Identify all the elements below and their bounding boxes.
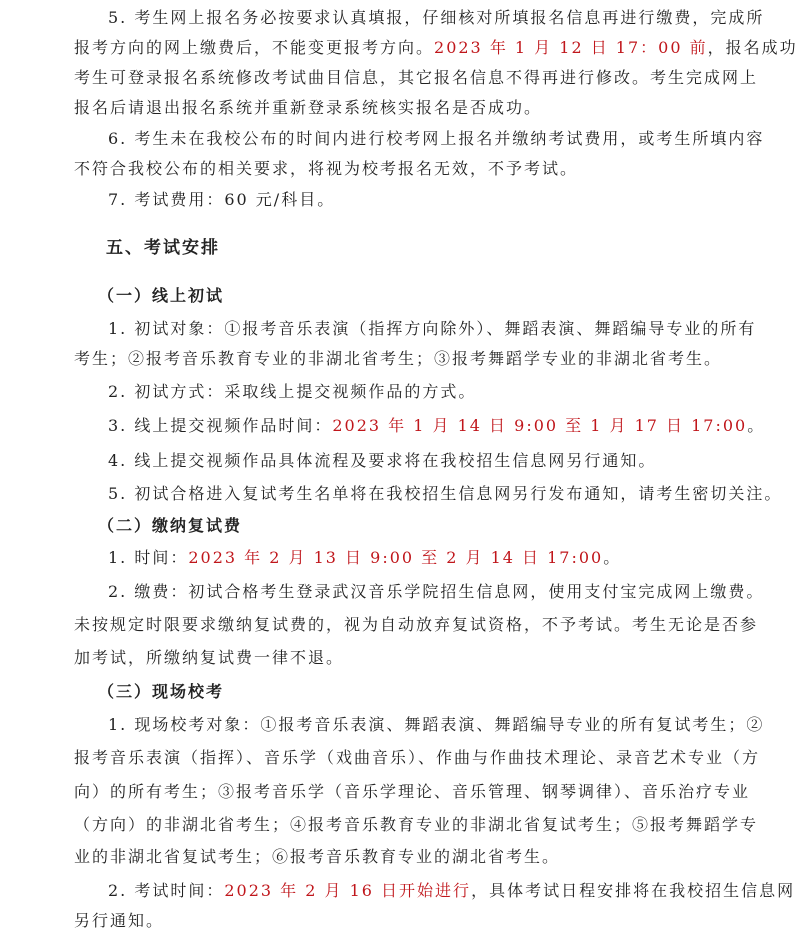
sub1-item3-text-b: 。 — [747, 416, 766, 435]
sub1-item3-date: 2023 年 1 月 14 日 9:00 至 1 月 17 日 17:00 — [332, 416, 748, 435]
item7-line: 7. 考试费用：60 元/科目。 — [108, 190, 336, 209]
sub1-item1-line1: 1. 初试对象：①报考音乐表演（指挥方向除外）、舞蹈表演、舞蹈编导专业的所有 — [108, 319, 757, 338]
sub3-item2-date: 2023 年 2 月 16 日开始进行 — [224, 881, 472, 900]
item5-line2-text-b: ，报名成功 — [707, 38, 798, 57]
sub2-item1-date: 2023 年 2 月 13 日 9:00 至 2 月 14 日 17:00 — [188, 548, 604, 567]
sub1-item5: 5. 初试合格进入复试考生名单将在我校招生信息网另行发布通知，请考生密切关注。 — [108, 484, 783, 503]
sub2-item2-line3: 加考试，所缴纳复试费一律不退。 — [74, 648, 345, 667]
sub1-heading: （一）线上初试 — [98, 286, 225, 305]
sub1-item1-line2: 考生；②报考音乐教育专业的非湖北省考生；③报考舞蹈学专业的非湖北省考生。 — [74, 349, 723, 368]
sub3-item2-line2: 另行通知。 — [74, 911, 165, 930]
item6-line1: 6. 考生未在我校公布的时间内进行校考网上报名并缴纳考试费用，或考生所填内容 — [108, 129, 765, 148]
section5-heading: 五、考试安排 — [106, 238, 220, 258]
item5-line3: 考生可登录报名系统修改考试曲目信息，其它报名信息不得再进行修改。考生完成网上 — [74, 68, 759, 87]
sub3-item2-text-b: ，具体考试日程安排将在我校招生信息网 — [471, 881, 796, 900]
item5-line4: 报名后请退出报名系统并重新登录系统核实报名是否成功。 — [74, 98, 543, 117]
sub3-item1-line4: （方向）的非湖北省考生；④报考音乐教育专业的非湖北省复试考生；⑤报考舞蹈学专 — [74, 815, 759, 834]
sub2-heading: （二）缴纳复试费 — [98, 516, 243, 535]
sub3-item2-text-a: 2. 考试时间： — [108, 881, 225, 900]
sub1-item2: 2. 初试方式：采取线上提交视频作品的方式。 — [108, 382, 477, 401]
sub2-item1-text-b: 。 — [603, 548, 622, 567]
item5-line1: 5. 考生网上报名务必按要求认真填报，仔细核对所填报名信息再进行缴费，完成所 — [108, 8, 765, 27]
sub2-item1 — [108, 546, 769, 569]
sub3-heading: （三）现场校考 — [98, 682, 225, 701]
sub1-item3 — [108, 414, 769, 437]
item5-deadline: 2023 年 1 月 12 日 17：00 前 — [434, 38, 708, 57]
sub3-item1-line2: 报考音乐表演（指挥）、音乐学（戏曲音乐）、作曲与作曲技术理论、录音艺术专业（方 — [74, 748, 761, 767]
sub3-item1-line1: 1. 现场校考对象：①报考音乐表演、舞蹈表演、舞蹈编导专业的所有复试考生；② — [108, 715, 765, 734]
item6-line2: 不符合我校公布的相关要求，将视为校考报名无效，不予考试。 — [74, 159, 579, 178]
sub2-item2-line1: 2. 缴费：初试合格考生登录武汉音乐学院招生信息网，使用支付宝完成网上缴费。 — [108, 582, 765, 601]
item5-line2-text-a: 报考方向的网上缴费后，不能变更报考方向。 — [74, 38, 435, 57]
sub3-item2-line1 — [108, 879, 796, 902]
sub2-item1-text-a: 1. 时间： — [108, 548, 189, 567]
sub3-item1-line3: 向）的所有考生；③报考音乐学（音乐学理论、音乐管理、钢琴调律）、音乐治疗专业 — [74, 782, 751, 801]
sub3-item1-line5: 业的非湖北省复试考生；⑥报考音乐教育专业的湖北省考生。 — [74, 847, 561, 866]
sub2-item2-line2: 未按规定时限要求缴纳复试费的，视为自动放弃复试资格，不予考试。考生无论是否参 — [74, 615, 759, 634]
sub1-item4: 4. 线上提交视频作品具体流程及要求将在我校招生信息网另行通知。 — [108, 451, 657, 470]
sub1-item3-text-a: 3. 线上提交视频作品时间： — [108, 416, 333, 435]
item5-line2 — [74, 36, 798, 59]
